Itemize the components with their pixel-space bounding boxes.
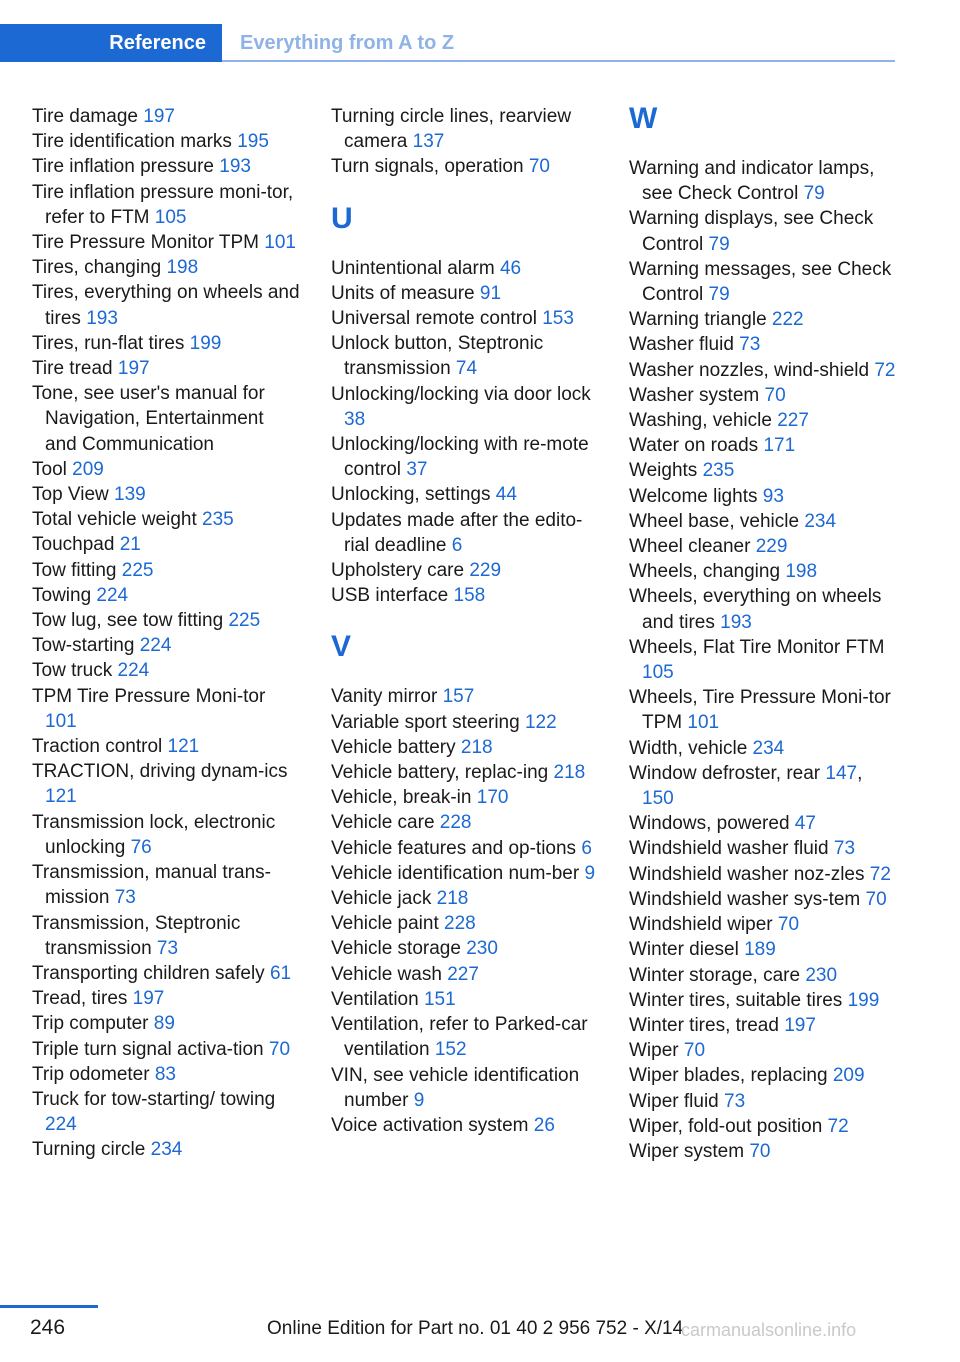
page-link[interactable]: 101 <box>45 710 77 732</box>
index-entry <box>629 433 897 458</box>
entry-term: Universal remote control <box>331 308 543 330</box>
entry-term: Tire inflation pressure moni-tor, refer to FTM <box>32 181 294 228</box>
index-entry <box>331 382 599 432</box>
entry-term: Tread, tires <box>32 988 133 1010</box>
index-entry <box>629 988 897 1013</box>
index-entry <box>629 1089 897 1114</box>
entry-term: Unlocking, settings <box>331 484 496 506</box>
section-letter: U <box>331 201 353 235</box>
page-link[interactable]: 73 <box>833 838 856 860</box>
page-link[interactable]: 122 <box>524 711 557 733</box>
entry-term: Tire tread <box>32 358 118 380</box>
page-link[interactable]: 121 <box>45 786 77 808</box>
page-link[interactable]: 227 <box>777 410 809 432</box>
page-link[interactable]: 70 <box>683 1040 706 1062</box>
index-entry <box>32 860 300 910</box>
index-entry <box>331 785 599 810</box>
index-entry <box>32 759 300 809</box>
entry-term: Tire damage <box>32 106 144 127</box>
page-link[interactable]: 193 <box>720 611 752 633</box>
entry-term: Unintentional alarm <box>331 257 500 279</box>
index-entry <box>629 408 897 433</box>
section-letter: V <box>331 630 352 664</box>
index-entry <box>331 306 599 331</box>
entry-term: Vehicle battery, replac-ing <box>331 762 554 784</box>
entry-term: Wiper fluid <box>629 1090 725 1112</box>
page-link[interactable]: 44 <box>495 484 517 506</box>
watermark: carmanualsonline.info <box>681 1320 857 1340</box>
page-link[interactable]: 150 <box>642 788 674 810</box>
page-link[interactable]: 230 <box>805 964 838 986</box>
page-link[interactable]: 26 <box>533 1114 555 1136</box>
entry-term: Washing, vehicle <box>629 410 778 432</box>
entry-term: Windshield washer noz-zles <box>629 863 870 885</box>
page-link[interactable]: 153 <box>542 308 574 330</box>
page-link[interactable]: 72 <box>827 1115 849 1137</box>
entry-term: Washer nozzles, wind-shield <box>629 359 875 381</box>
section-letter: W <box>629 102 658 135</box>
index-entry <box>629 458 897 483</box>
page-link[interactable]: 218 <box>436 888 469 910</box>
page-link[interactable]: 105 <box>154 206 187 228</box>
index-entry <box>331 911 599 936</box>
entry-term: Updates made after the edito-rial deadline <box>331 509 583 556</box>
page-link[interactable]: 225 <box>121 559 154 581</box>
entry-term: Wheels, changing <box>629 561 786 583</box>
index-column-1 <box>32 104 300 1163</box>
index-entry <box>629 383 897 408</box>
index-entry <box>32 1137 300 1162</box>
page-link[interactable]: 73 <box>114 887 136 909</box>
page-separator: , <box>857 762 863 784</box>
page-link[interactable]: 151 <box>423 988 456 1010</box>
page-link[interactable]: 209 <box>72 458 104 480</box>
entry-term: Ventilation <box>331 988 424 1010</box>
page-link[interactable]: 170 <box>476 787 509 809</box>
index-entry <box>32 911 300 961</box>
page-link[interactable]: 91 <box>479 282 502 304</box>
index-entry <box>32 608 300 633</box>
index-entry <box>331 1113 599 1138</box>
index-entry <box>331 861 599 886</box>
page-link[interactable]: 139 <box>114 484 146 506</box>
page-link[interactable]: 234 <box>752 737 785 759</box>
page-link[interactable]: 73 <box>724 1090 746 1112</box>
index-entry <box>629 206 897 256</box>
entry-term: Variable sport steering <box>331 711 525 733</box>
entry-term: Tow fitting <box>32 559 122 581</box>
index-entry <box>629 332 897 357</box>
entry-term: Tire inflation pressure <box>32 156 220 178</box>
index-entry <box>32 633 300 658</box>
entry-term: Water on roads <box>629 435 764 457</box>
entry-term: Ventilation, refer to Parked-car ventilation <box>331 1014 588 1061</box>
index-entry <box>32 986 300 1011</box>
entry-term: Vehicle, break-in <box>331 787 477 809</box>
page-link[interactable]: 61 <box>269 962 292 984</box>
page-link[interactable]: 234 <box>804 510 837 532</box>
page-link[interactable]: 72 <box>869 863 891 885</box>
page-header <box>0 24 895 62</box>
page-link[interactable]: 209 <box>832 1065 865 1087</box>
page-link[interactable]: 9 <box>413 1089 425 1111</box>
index-entry <box>331 583 599 608</box>
index-entry <box>32 457 300 482</box>
index-entry <box>32 961 300 986</box>
page-link[interactable]: 121 <box>167 736 200 758</box>
subsection-title: Everything from A to Z <box>240 32 455 54</box>
index-entry <box>629 1063 897 1088</box>
entry-term: Top View <box>32 484 115 506</box>
index-entry <box>629 912 897 937</box>
entry-term: Wheel base, vehicle <box>629 510 805 532</box>
entry-term: Triple turn signal activa-tion <box>32 1038 269 1060</box>
entry-term: Weights <box>629 460 703 482</box>
index-entry <box>331 886 599 911</box>
page-link[interactable]: 195 <box>237 131 269 153</box>
page-link[interactable]: 199 <box>847 989 880 1011</box>
entry-term: Vehicle paint <box>331 913 445 935</box>
page-link[interactable]: 101 <box>687 712 720 734</box>
entry-term: Wheels, Tire Pressure Moni-tor TPM <box>629 687 891 734</box>
entry-term: Windshield wiper <box>629 914 778 936</box>
page-number: 246 <box>30 1316 66 1339</box>
index-entry <box>32 810 300 860</box>
entry-term: TRACTION, driving dynam-ics <box>32 761 288 783</box>
entry-term: Welcome lights <box>629 485 763 507</box>
entry-term: Wiper, fold-out position <box>629 1115 828 1137</box>
entry-term: TPM Tire Pressure Moni-tor <box>32 685 266 707</box>
index-entry <box>331 810 599 835</box>
page-link[interactable]: 224 <box>117 660 150 682</box>
entry-term: Wheel cleaner <box>629 536 756 558</box>
index-entry <box>331 836 599 861</box>
page-link[interactable]: 73 <box>156 937 179 959</box>
page-link[interactable]: 38 <box>344 408 366 430</box>
entry-term: Winter diesel <box>629 939 745 961</box>
index-entry <box>629 156 897 206</box>
index-entry <box>331 558 599 583</box>
page-link[interactable]: 222 <box>771 309 804 331</box>
page-link[interactable]: 227 <box>447 963 479 985</box>
page-link[interactable]: 89 <box>153 1013 175 1035</box>
index-entry <box>331 1012 599 1062</box>
page-link[interactable]: 79 <box>803 183 825 205</box>
index-entry <box>629 584 897 634</box>
index-entry <box>331 482 599 507</box>
page-link[interactable]: 137 <box>412 131 445 153</box>
index-entry <box>32 381 300 457</box>
index-entry <box>331 154 599 179</box>
page-link[interactable]: 218 <box>460 736 493 758</box>
page-link[interactable]: 74 <box>455 358 478 380</box>
index-entry <box>629 1114 897 1139</box>
page-link[interactable]: 235 <box>702 460 735 482</box>
entry-term: Vehicle jack <box>331 888 437 910</box>
index-entry <box>32 230 300 255</box>
entry-term: Wheels, everything on wheels and tires <box>629 586 882 633</box>
index-entry <box>629 887 897 912</box>
index-entry <box>331 281 599 306</box>
index-entry <box>32 129 300 154</box>
index-entry <box>629 736 897 761</box>
page-link[interactable]: 189 <box>744 939 776 961</box>
index-entry <box>629 1038 897 1063</box>
header-rule <box>222 60 895 62</box>
page-link[interactable]: 158 <box>453 585 486 607</box>
entry-term: Vehicle features and op-tions <box>331 837 582 859</box>
entry-term: Tow truck <box>32 660 118 682</box>
page-link[interactable]: 47 <box>794 813 816 835</box>
page-link[interactable]: 197 <box>117 358 150 380</box>
entry-term: Winter tires, suitable tires <box>629 989 848 1011</box>
entry-term: Units of measure <box>331 282 480 304</box>
entry-term: Tires, everything on wheels and tires <box>32 282 300 329</box>
index-entry <box>32 658 300 683</box>
index-entry <box>331 508 599 558</box>
page-link[interactable]: 157 <box>442 686 475 708</box>
entry-term: USB interface <box>331 585 454 607</box>
index-entry <box>331 936 599 961</box>
index-entry <box>629 963 897 988</box>
page-link[interactable]: 224 <box>139 635 172 657</box>
index-column-3 <box>629 104 897 1164</box>
page-link[interactable]: 105 <box>642 662 674 684</box>
index-column-2 <box>331 104 599 1138</box>
index-entry <box>331 331 599 381</box>
entry-term: Turning circle lines, rearview camera <box>331 106 572 153</box>
page-link[interactable]: 198 <box>166 257 199 279</box>
entry-term: Turning circle <box>32 1139 151 1161</box>
entry-term: Wiper <box>629 1040 684 1062</box>
index-entry <box>32 482 300 507</box>
index-entry <box>32 1011 300 1036</box>
page-link[interactable]: 70 <box>777 914 800 936</box>
page-link[interactable]: 229 <box>755 536 788 558</box>
entry-term: Winter storage, care <box>629 964 806 986</box>
entry-term: Trip computer <box>32 1013 154 1035</box>
entry-term: VIN, see vehicle identification number <box>331 1064 580 1111</box>
index-entry <box>629 534 897 559</box>
index-entry <box>331 760 599 785</box>
entry-term: Warning messages, see Check Control <box>629 258 892 306</box>
page-link[interactable]: 218 <box>553 762 586 784</box>
index-entry <box>331 1063 599 1113</box>
entry-term: Tone, see user's manual for Navigation, Entertainment and Communication <box>32 383 265 455</box>
index-entry <box>629 685 897 735</box>
page-link[interactable]: 225 <box>228 610 261 632</box>
page-link[interactable]: 73 <box>739 334 761 356</box>
index-entry <box>32 583 300 608</box>
entry-term: Tow-starting <box>32 635 140 657</box>
page-link[interactable]: 229 <box>469 560 502 582</box>
entry-term: Voice activation system <box>331 1114 534 1136</box>
page-link[interactable]: 79 <box>708 284 730 306</box>
index-entry <box>629 1013 897 1038</box>
index-entry <box>629 862 897 887</box>
entry-term: Trip odometer <box>32 1063 155 1085</box>
page-link[interactable]: 197 <box>143 106 175 127</box>
page-link[interactable]: 234 <box>150 1139 183 1161</box>
entry-term: Truck for tow-starting/ towing <box>32 1088 276 1110</box>
entry-term: Vehicle battery <box>331 736 461 758</box>
index-entry <box>32 507 300 532</box>
page-link[interactable]: 6 <box>581 837 592 859</box>
entry-term: Traction control <box>32 736 168 758</box>
entry-term: Wheels, Flat Tire Monitor FTM <box>629 636 885 658</box>
index-entry <box>629 811 897 836</box>
entry-term: Total vehicle weight <box>32 509 203 531</box>
entry-term: Window defroster, rear <box>629 762 826 784</box>
index-entry <box>32 104 300 129</box>
index-entry <box>629 761 897 811</box>
footer-rule <box>0 1305 98 1308</box>
entry-term: Warning displays, see Check Control <box>629 208 874 255</box>
page-link[interactable]: 198 <box>785 561 818 583</box>
entry-term: Transporting children safely <box>32 962 270 984</box>
page-link[interactable]: 70 <box>528 156 550 178</box>
entry-term: Unlocking/locking via door lock <box>331 383 591 405</box>
page-link[interactable]: 147 <box>825 762 858 784</box>
index-entry <box>32 558 300 583</box>
edition-note: Online Edition for Part no. 01 40 2 956 752 - X/14 <box>267 1318 684 1339</box>
index-entry <box>331 710 599 735</box>
page-link[interactable]: 199 <box>189 332 222 354</box>
index-entry <box>629 559 897 584</box>
entry-term: Tire Pressure Monitor TPM <box>32 232 265 254</box>
entry-term: Vanity mirror <box>331 686 443 708</box>
section-tab[interactable]: Reference <box>0 24 222 62</box>
index-entry <box>629 1139 897 1164</box>
index-entry <box>629 509 897 534</box>
page-link[interactable]: 72 <box>874 359 896 381</box>
entry-term: Vehicle storage <box>331 938 467 960</box>
entry-term: Transmission, Steptronic transmission <box>32 912 241 959</box>
entry-term: Winter tires, tread <box>629 1014 785 1036</box>
entry-term: Turn signals, operation <box>331 156 529 178</box>
entry-term: Wiper system <box>629 1140 750 1162</box>
page-link[interactable]: 70 <box>764 384 786 406</box>
index-entry <box>32 1037 300 1062</box>
entry-term: Tool <box>32 458 73 480</box>
entry-term: Towing <box>32 584 97 606</box>
index-entry <box>331 987 599 1012</box>
page-link[interactable]: 70 <box>268 1038 291 1060</box>
index-entry <box>32 280 300 330</box>
entry-term: Tires, changing <box>32 257 167 279</box>
index-entry <box>629 307 897 332</box>
page-link[interactable]: 193 <box>86 307 118 329</box>
index-entry <box>32 154 300 179</box>
entry-term: Wiper blades, replacing <box>629 1065 833 1087</box>
page-link[interactable]: 152 <box>434 1039 467 1061</box>
entry-term: Vehicle identification num-ber <box>331 862 585 884</box>
index-entry <box>629 257 897 307</box>
index-entry <box>331 735 599 760</box>
page-link[interactable]: 83 <box>154 1063 176 1085</box>
entry-term: Washer fluid <box>629 334 740 356</box>
entry-term: Width, vehicle <box>629 737 753 759</box>
page-link[interactable]: 224 <box>96 584 129 606</box>
index-entry <box>32 532 300 557</box>
page-link[interactable]: 79 <box>708 233 730 255</box>
entry-term: Transmission, manual trans-mission <box>32 862 271 909</box>
entry-term: Windshield washer sys-tem <box>629 888 866 910</box>
entry-term: Vehicle wash <box>331 963 448 985</box>
page-link[interactable]: 193 <box>219 156 251 178</box>
page-link[interactable]: 230 <box>466 938 498 960</box>
index-entry <box>32 734 300 759</box>
page-link[interactable]: 6 <box>451 534 463 556</box>
page-link[interactable]: 76 <box>130 836 152 858</box>
page-link[interactable]: 9 <box>584 862 596 884</box>
entry-term: Windows, powered <box>629 813 795 835</box>
entry-term: Tow lug, see tow fitting <box>32 610 229 632</box>
page-link[interactable]: 228 <box>444 913 476 935</box>
page-link[interactable]: 70 <box>749 1140 771 1162</box>
index-entry <box>32 255 300 280</box>
entry-term: Vehicle care <box>331 812 440 834</box>
index-entry <box>629 635 897 685</box>
index-entry <box>331 684 599 709</box>
page-link[interactable]: 171 <box>763 435 796 457</box>
index-entry <box>32 1087 300 1137</box>
index-entry <box>32 331 300 356</box>
index-entry <box>32 180 300 230</box>
entry-term: Tire identification marks <box>32 131 238 153</box>
index-entry <box>32 1062 300 1087</box>
entry-term: Warning and indicator lamps, see Check Control <box>629 158 875 205</box>
page-link[interactable]: 46 <box>499 257 522 279</box>
page-link[interactable]: 101 <box>264 232 296 254</box>
page-link[interactable]: 235 <box>202 509 234 531</box>
index-entry <box>331 256 599 281</box>
entry-term: Tires, run-flat tires <box>32 332 190 354</box>
index-entry <box>331 962 599 987</box>
index-entry <box>331 104 599 154</box>
page-link[interactable]: 224 <box>45 1114 77 1136</box>
page-link[interactable]: 93 <box>762 485 784 507</box>
entry-term: Unlocking/locking with re-mote control <box>331 434 589 481</box>
entry-term: Transmission lock, electronic unlocking <box>32 811 276 858</box>
page-link[interactable]: 37 <box>406 459 428 481</box>
entry-term: Unlock button, Steptronic transmission <box>331 333 544 380</box>
entry-term: Washer system <box>629 384 765 406</box>
index-entry <box>629 836 897 861</box>
index-entry <box>32 356 300 381</box>
page-link[interactable]: 197 <box>784 1014 816 1036</box>
index-entry <box>331 432 599 482</box>
page-link[interactable]: 70 <box>865 888 887 910</box>
page-link[interactable]: 228 <box>439 812 472 834</box>
entry-term: Touchpad <box>32 534 120 556</box>
entry-term: Upholstery care <box>331 560 470 582</box>
index-entry <box>32 684 300 734</box>
entry-term: Windshield washer fluid <box>629 838 834 860</box>
index-entry <box>629 358 897 383</box>
index-entry <box>629 484 897 509</box>
page-link[interactable]: 197 <box>132 988 165 1010</box>
entry-term: Warning triangle <box>629 309 772 331</box>
page-link[interactable]: 21 <box>119 534 141 556</box>
index-entry <box>629 937 897 962</box>
